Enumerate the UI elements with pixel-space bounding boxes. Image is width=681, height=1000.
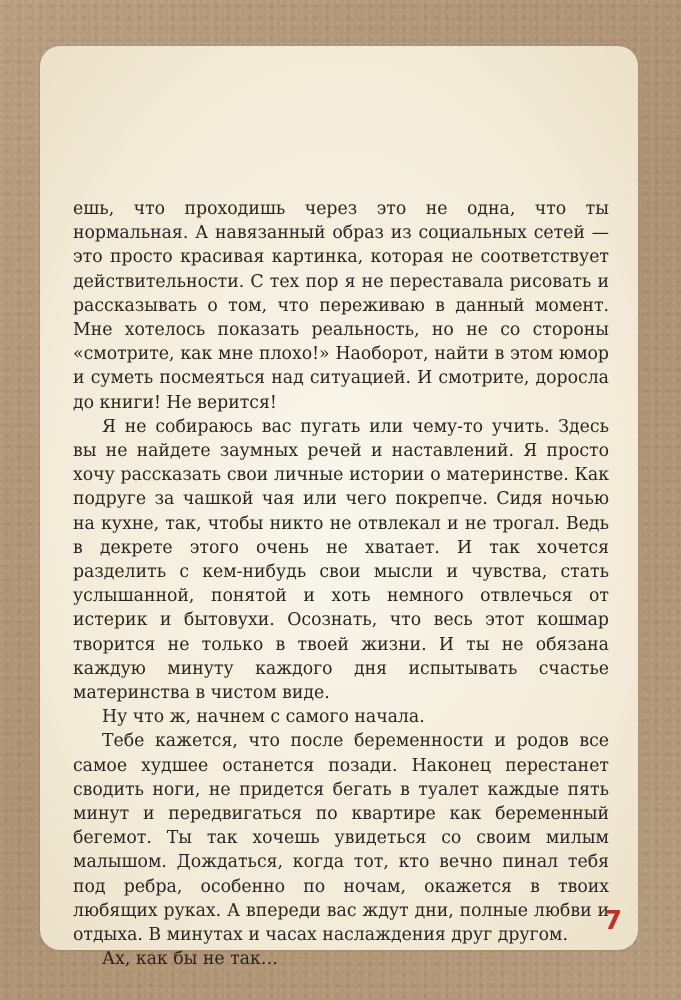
page-number: 7 — [603, 906, 622, 936]
paragraph-4: Тебе кажется, что после беременности и родов все самое худшее останется позади. Наконец перестанет сводить ноги, не придется бегать в туалет каждые пять минут и передвигаться по квартире как беременный бегемот. Ты так хочешь увидеться со своим милым малышом. Дождаться, когда тот, кто вечно пинал тебя под ребра, особенно по ночам, окажется в твоих любящих руках. А впереди вас ждут дни, полные любви и отдыха. В минутах и часах наслаждения друг другом. — [73, 731, 609, 946]
paragraph-5: Ах, как бы не так… — [102, 949, 279, 970]
paragraph-1: ешь, что проходишь через это не одна, что ты нормальная. А навязанный образ из социальных сетей — это просто красивая картинка, которая не соответствует действительности. С тех пор я не переставала рисовать и рассказывать о том, что переживаю в данный момент. Мне хотелось показать реальность, но не со стороны «смотрите, как мне плохо!» Наоборот, найти в этом юмор и суметь посмеяться над ситуацией. И смотрите, доросла до книги! Не верится! — [73, 199, 609, 413]
page-card — [40, 46, 638, 970]
paragraph-3: Ну что ж, начнем с самого начала. — [102, 707, 425, 728]
paragraph-2: Я не собираюсь вас пугать или чему-то учить. Здесь вы не найдете заумных речей и наставлений. Я просто хочу рассказать свои личные истории о материнстве. Как подруге за чашкой чая или чего покрепче. Сидя ночью на кухне, так, чтобы никто не отвлекал и не трогал. Ведь в декрете этого очень не хватает. И так хочется разделить с кем-нибудь свои мысли и чувства, стать услышанной, понятой и хоть немного отвлечься от истерик и бытовухи. Осознать, что весь этот кошмар творится не только в твоей жизни. И ты не обязана каждую минуту каждого дня испытывать счастье материнства в чистом виде. — [73, 416, 609, 704]
body-text — [73, 197, 609, 972]
